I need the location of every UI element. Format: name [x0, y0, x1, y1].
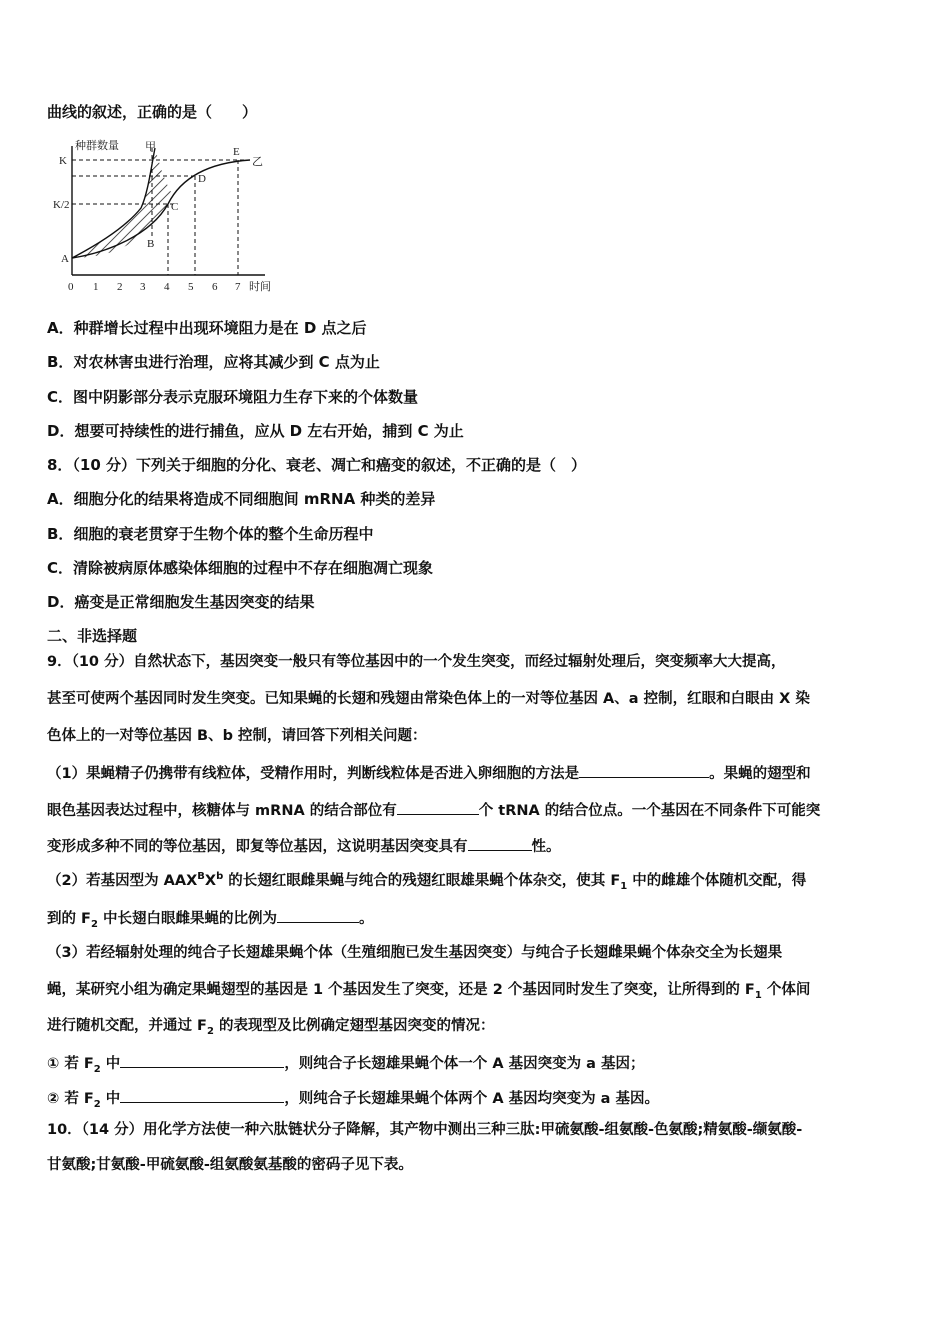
q7-option-b: B．对农林害虫进行治理，应将其减少到 C 点为止 — [47, 353, 380, 371]
answer-blank[interactable] — [397, 799, 479, 815]
point-d-label: D — [198, 173, 206, 185]
curve-yi-label: 乙 — [252, 156, 263, 168]
x-tick: 7 — [235, 281, 241, 293]
x-axis-label: 时间 — [249, 281, 271, 293]
answer-blank[interactable] — [468, 835, 532, 851]
q7-option-a: A．种群增长过程中出现环境阻力是在 D 点之后 — [47, 319, 367, 337]
answer-blank[interactable] — [120, 1052, 284, 1068]
q8-stem: 8．（10 分）下列关于细胞的分化、衰老、凋亡和癌变的叙述，不正确的是（ ） — [47, 456, 587, 474]
x-tick: 6 — [212, 281, 218, 293]
x-tick: 2 — [117, 281, 123, 293]
answer-blank[interactable] — [120, 1087, 284, 1103]
population-growth-graph — [55, 138, 295, 298]
point-c-label: C — [171, 201, 179, 213]
q7-stem-tail: 曲线的叙述，正确的是（ ） — [47, 103, 258, 121]
answer-blank[interactable] — [277, 907, 359, 923]
x-tick: 4 — [164, 281, 170, 293]
q10-line-2: 甘氨酸;甘氨酸-甲硫氨酸-组氨酸氨基酸的密码子见下表。 — [47, 1157, 413, 1173]
q9-part2-line-2: 到的 $F_2$ 中长翅白眼雌果蝇的比例为 。 — [47, 907, 373, 929]
q7-option-c: C．图中阴影部分表示克服环境阻力生存下来的个体数量 — [47, 388, 419, 406]
q8-option-c: C．清除被病原体感染体细胞的过程中不存在细胞凋亡现象 — [47, 559, 434, 577]
q9-line-3: 色体上的一对等位基因 B、b 控制，请回答下列相关问题： — [47, 728, 427, 744]
q9-part3-line-3: 进行随机交配，并通过 $F_2$ 的表现型及比例确定翅型基因突变的情况： — [47, 1018, 495, 1037]
q7-option-d: D．想要可持续性的进行捕鱼，应从 D 左右开始，捕到 C 为止 — [47, 422, 464, 440]
q8-option-b: B．细胞的衰老贯穿于生物个体的整个生命历程中 — [47, 525, 374, 543]
q9-line-1: 9．（10 分）自然状态下，基因突变一般只有等位基因中的一个发生突变，而经过辐射处理后，突变频率大大提高， — [47, 654, 786, 670]
section-heading: 二、非选择题 — [47, 627, 138, 645]
point-e-label: E — [233, 146, 240, 158]
a-label: A — [61, 253, 69, 265]
q9-case-2: ② 若 $F_2$ 中 ，则纯合子长翅雄果蝇个体两个 A 基因均突变为 a 基因。 — [47, 1087, 659, 1109]
k-label: K — [59, 155, 67, 167]
q9-part1-line-2: 眼色基因表达过程中，核糖体与 mRNA 的结合部位有 个 tRNA 的结合位点。一个基因在不同条件下可能突 — [47, 799, 820, 821]
curve-jia-label: 甲 — [145, 141, 156, 153]
q9-part3-line-2: 蝇，某研究小组为确定果蝇翅型的基因是 1 个基因发生了突变，还是 2 个基因同时发生了突变，让所得到的 $F_1$ 个体间 — [47, 982, 811, 1001]
q9-part2-line-1: （2）若基因型为 $AAX^BX^b$ 的长翅红眼雌果蝇与纯合的残翅红眼雄果蝇个体杂交，使其 $F_1$ 中的雌雄个体随机交配，得 — [47, 871, 807, 892]
q9-line-2: 甚至可使两个基因同时发生突变。已知果蝇的长翅和残翅由常染色体上的一对等位基因 A、a 控制，红眼和白眼由 X 染 — [47, 691, 810, 707]
q8-option-d: D．癌变是正常细胞发生基因突变的结果 — [47, 593, 315, 611]
x-tick: 3 — [140, 281, 146, 293]
q9-part1-line-1: （1）果蝇精子仍携带有线粒体，受精作用时，判断线粒体是否进入卵细胞的方法是 。果蝇的翅型和 — [47, 762, 811, 784]
k2-label: K/2 — [53, 199, 70, 211]
x-tick: 0 — [68, 281, 74, 293]
q10-line-1: 10．（14 分）用化学方法使一种六肽链状分子降解，其产物中测出三种三肽:甲硫氨酸-组氨酸-色氨酸;精氨酸-缬氨酸- — [47, 1122, 803, 1138]
q8-option-a: A．细胞分化的结果将造成不同细胞间 mRNA 种类的差异 — [47, 490, 436, 508]
x-tick: 1 — [93, 281, 99, 293]
q9-part3-line-1: （3）若经辐射处理的纯合子长翅雄果蝇个体（生殖细胞已发生基因突变）与纯合子长翅雌果蝇个体杂交全为长翅果 — [47, 945, 783, 961]
y-axis-label: 种群数量 — [75, 140, 119, 152]
answer-blank[interactable] — [579, 762, 709, 778]
q9-part1-line-3: 变形成多种不同的等位基因，即复等位基因，这说明基因突变具有 性。 — [47, 835, 561, 857]
shaded-region — [72, 148, 171, 258]
curve-b-label: B — [147, 238, 155, 250]
q9-case-1: ① 若 $F_2$ 中 ，则纯合子长翅雄果蝇个体一个 A 基因突变为 a 基因； — [47, 1052, 645, 1074]
x-tick: 5 — [188, 281, 194, 293]
